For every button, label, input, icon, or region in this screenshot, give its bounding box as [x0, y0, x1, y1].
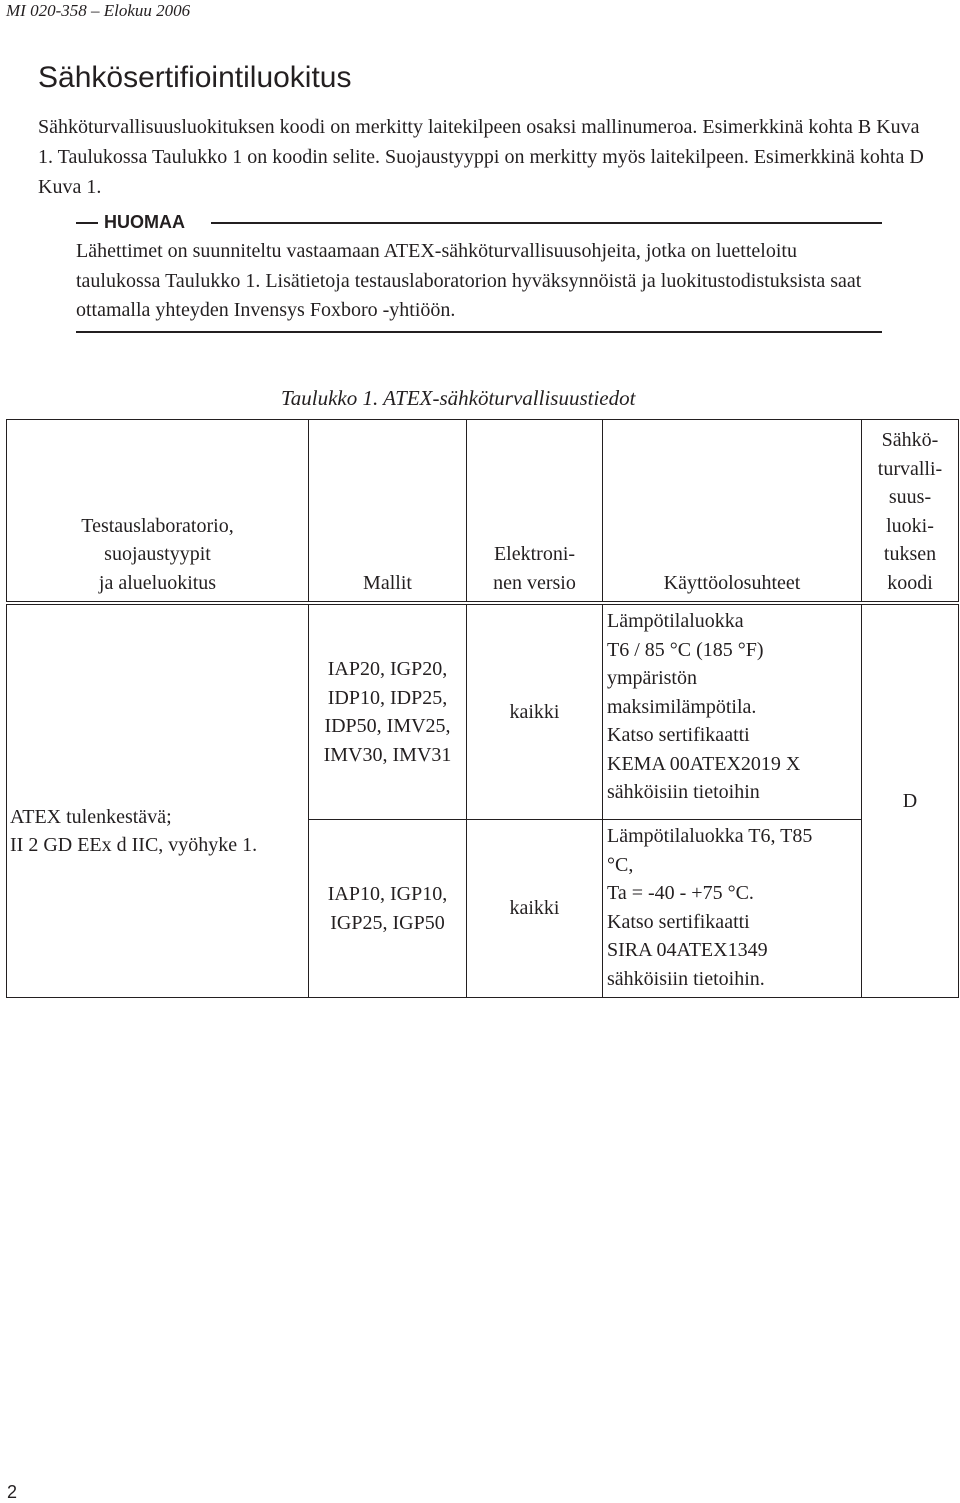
table-row [7, 603, 959, 820]
running-head: MI 020-358 – Elokuu 2006 [6, 1, 191, 20]
note-tick-rule [76, 222, 98, 224]
header-conditions: Käyttöolosuhteet [603, 420, 862, 604]
models-cell: IAP20, IGP20, IDP10, IDP25, IDP50, IMV25, IMV30, IMV31 [309, 603, 467, 820]
conditions-cell: Lämpötilaluokka T6, T85 °C, Ta = -40 - +75 °C. Katso sertifikaatti SIRA 04ATEX1349 sähköisiin tietoihin. [603, 820, 862, 998]
header-models: Mallit [309, 420, 467, 604]
atex-table [6, 419, 959, 998]
note-top-rule [211, 222, 882, 224]
note-bottom-rule [76, 331, 882, 333]
conditions-cell: Lämpötilaluokka T6 / 85 °C (185 °F) ympäristön maksimilämpötila. Katso sertifikaatti KEMA 00ATEX2019 X sähköisiin tietoihin [603, 603, 862, 820]
note-box [76, 209, 882, 333]
note-text: Lähettimet on suunniteltu vastaamaan ATEX-sähköturvallisuusohjeita, jotka on luetteloitu taulukossa Taulukko 1. Lisätietoja testauslaboratorion hyväksynnöistä ja luokitustodistuksista saat ottamalla yhteyden Invensys Foxboro -yhtiöön. [76, 240, 862, 321]
intro-paragraph: Sähköturvallisuusluokituksen koodi on merkitty laitekilpeen osaksi mallinumeroa. Esimerkkinä kohta B Kuva 1. Taulukossa Taulukko 1 on koodin selite. Suojaustyyppi on merkitty myös laitekilpeen. Esimerkkinä kohta D Kuva 1. [38, 116, 924, 198]
note-header [76, 209, 882, 237]
page-number: 2 [7, 1482, 18, 1502]
section-title: Sähkösertifiointiluokitus [38, 61, 352, 94]
code-cell: D [862, 603, 959, 998]
table-header-row [7, 420, 959, 604]
table-caption: Taulukko 1. ATEX-sähköturvallisuustiedot [281, 386, 636, 410]
lab-cell: ATEX tulenkestävä; II 2 GD EEx d IIC, vyöhyke 1. [7, 603, 309, 998]
models-cell: IAP10, IGP10, IGP25, IGP50 [309, 820, 467, 998]
electronics-cell: kaikki [467, 820, 603, 998]
header-electronics: Elektroni- nen versio [467, 420, 603, 604]
header-code: Sähkö- turvalli- suus- luoki- tuksen koodi [862, 420, 959, 604]
electronics-cell: kaikki [467, 603, 603, 820]
note-label: HUOMAA [104, 212, 185, 232]
header-lab: Testauslaboratorio, suojaustyypit ja alueluokitus [7, 420, 309, 604]
